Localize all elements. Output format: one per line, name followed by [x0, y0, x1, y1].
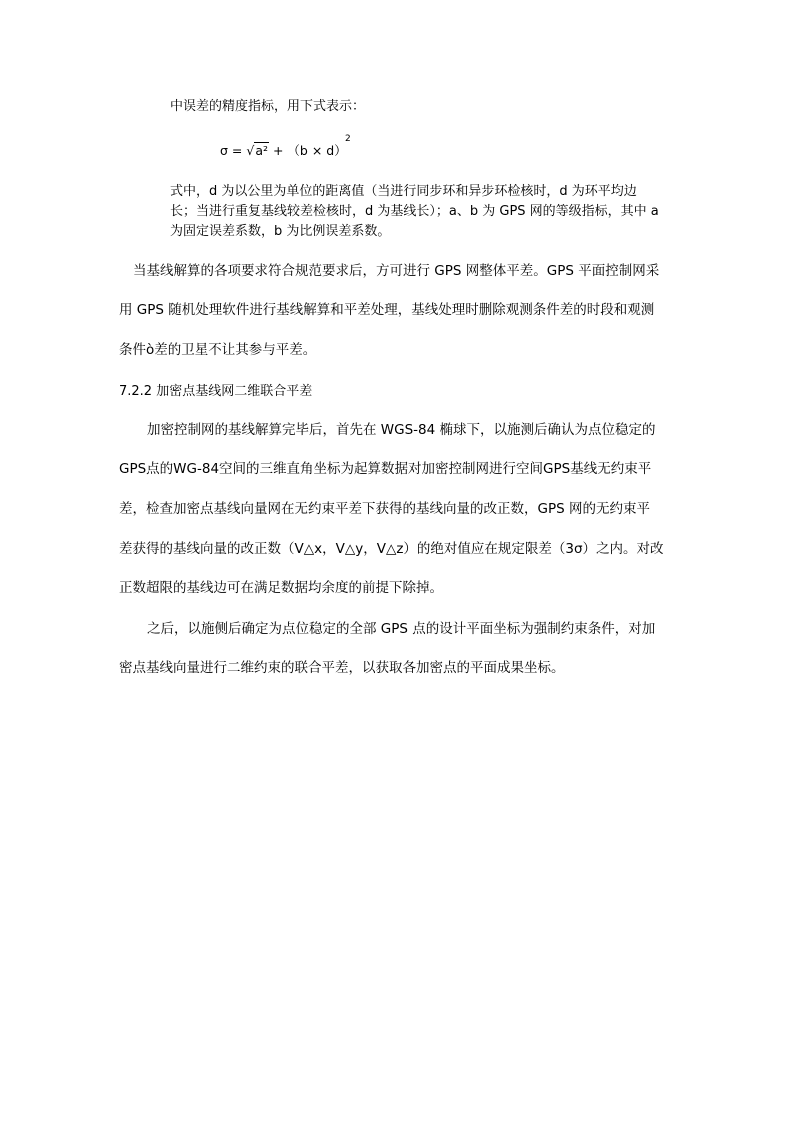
sqrt-icon: √a² [246, 143, 268, 158]
para2-line-3: 差，检查加密点基线向量网在无约束平差下获得的基线向量的改正数，GPS 网的无约束平 [119, 501, 650, 517]
formula-lhs: σ = [220, 143, 247, 158]
explain-line-1: 式中，d 为以公里为单位的距离值（当进行同步环和异步环检核时，d 为环平均边 [170, 184, 637, 199]
section-heading: 7.2.2 加密点基线网二维联合平差 [119, 384, 313, 399]
para3-line-2: 密点基线向量进行二维约束的联合平差，以获取各加密点的平面成果坐标。 [119, 660, 565, 676]
para2-line-1: 加密控制网的基线解算完毕后，首先在 WGS-84 椭球下，以施测后确认为点位稳定的 [147, 422, 656, 438]
formula-radicand: a² [255, 143, 268, 158]
para2-line-5: 正数超限的基线边可在满足数据均余度的前提下除掉。 [119, 580, 443, 596]
explain-line-2: 长；当进行重复基线较差检核时，d 为基线长）；a、b 为 GPS 网的等级指标，其中 a [170, 204, 659, 219]
explain-line-3: 为固定误差系数，b 为比例误差系数。 [170, 224, 391, 239]
para3-line-1: 之后，以施侧后确定为点位稳定的全部 GPS 点的设计平面坐标为强制约束条件，对加 [147, 621, 656, 637]
formula [220, 141, 347, 159]
para1-line-1: 当基线解算的各项要求符合规范要求后，方可进行 GPS 网整体平差。GPS 平面控制网采 [133, 263, 660, 279]
para1-line-3: 条件ò差的卫星不让其参与平差。 [119, 342, 317, 358]
formula-exponent: 2 [345, 134, 351, 144]
formula-rest: + （b × d） [268, 143, 347, 158]
intro-line: 中误差的精度指标，用下式表示： [170, 99, 366, 114]
para1-line-2: 用 GPS 随机处理软件进行基线解算和平差处理，基线处理时删除观测条件差的时段和观测 [119, 302, 655, 318]
para2-line-4: 差获得的基线向量的改正数（V△x，V△y，V△z）的绝对值应在规定限差（3σ）之内。对改 [119, 541, 664, 557]
para2-line-2: GPS点的WG-84空间的三维直角坐标为起算数据对加密控制网进行空间GPS基线无约束平 [119, 461, 652, 477]
